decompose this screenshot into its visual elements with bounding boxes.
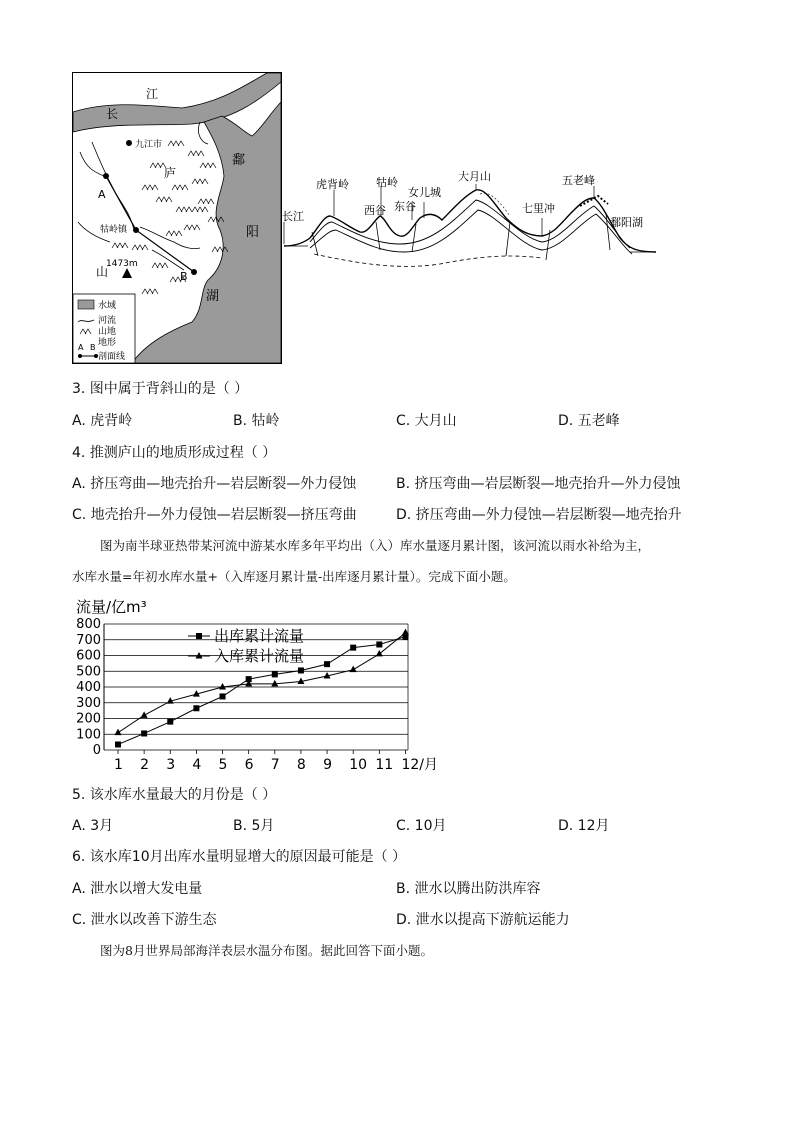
q4-option-a[interactable]: A. 挤压弯曲—地壳抬升—岩层断裂—外力侵蚀 (72, 476, 357, 492)
data-point-square (350, 645, 356, 651)
profile-label-xigu: 西谷 (364, 204, 386, 217)
q4-option-c[interactable]: C. 地壳抬升—外力侵蚀—岩层断裂—挤压弯曲 (72, 507, 357, 523)
data-point-triangle (350, 666, 357, 673)
y-axis-label: 流量/亿m³ (76, 598, 147, 616)
q6-option-c[interactable]: C. 泄水以改善下游生态 (72, 912, 217, 928)
x-tick-label: 7 (270, 757, 280, 773)
y-tick-label: 800 (76, 617, 101, 632)
geologic-profile (280, 160, 660, 270)
legend-b: B (90, 343, 96, 352)
legend-label: 出库累计流量 (214, 627, 305, 645)
q4-option-d[interactable]: D. 挤压弯曲—外力侵蚀—岩层断裂—地壳抬升 (396, 507, 682, 523)
data-point-square (115, 741, 121, 747)
profile-label-qilichong: 七里冲 (522, 202, 555, 215)
y-tick-label: 0 (92, 743, 101, 758)
intro-paragraph-line-2: 水库水量=年初水库水量+（入库逐月累计量-出库逐月累计量）。完成下面小题。 (72, 569, 516, 584)
x-tick-label: 8 (296, 757, 306, 773)
map-label-poyang: 阳 (246, 225, 260, 240)
intro-paragraph-2: 图为8月世界局部海洋表层水温分布图。据此回答下面小题。 (100, 943, 433, 958)
legend-marker-square (196, 633, 202, 639)
x-tick-label: 3 (166, 757, 176, 773)
data-point-triangle (115, 729, 122, 736)
q5-option-a[interactable]: A. 3月 (72, 818, 114, 834)
q5-option-c[interactable]: C. 10月 (396, 818, 447, 834)
x-tick-label: 12/月 (401, 757, 438, 773)
q6-option-a[interactable]: A. 泄水以增大发电量 (72, 881, 203, 897)
profile-label-wulaofeng: 五老峰 (562, 174, 595, 187)
question-6-stem: 6. 该水库10月出库水量明显增大的原因最可能是（ ） (72, 849, 407, 865)
y-tick-label: 200 (76, 711, 101, 727)
x-tick-label: 9 (323, 757, 332, 773)
intro-paragraph-line-1: 图为南半球亚热带某河流中游某水库多年平均出（入）库水量逐月累计图，该河流以雨水补给为主， (100, 538, 651, 553)
x-tick-label: 4 (192, 757, 202, 773)
x-tick-label: 5 (218, 757, 228, 773)
map-label-lushan: 山 (96, 265, 109, 279)
map-legend (73, 294, 135, 363)
point-b-label: B (180, 270, 188, 283)
x-tick-label: 1 (114, 757, 123, 773)
data-point-triangle (376, 650, 383, 657)
y-tick-label: 400 (76, 680, 101, 695)
profile-label-dayueshan: 大月山 (458, 170, 491, 183)
y-tick-label: 300 (76, 695, 101, 711)
data-point-square (324, 661, 330, 667)
point-a-label: A (98, 188, 106, 201)
profile-label-donggu: 东谷 (394, 200, 416, 213)
data-point-square (220, 693, 226, 699)
profile-label-changjiang: 长江 (282, 210, 304, 223)
x-tick-label: 2 (140, 757, 150, 773)
data-point-triangle (141, 711, 148, 718)
map-label-yangtze: 江 (146, 87, 159, 101)
data-point-square (298, 667, 304, 673)
q3-option-c[interactable]: C. 大月山 (396, 413, 457, 429)
data-point-square (272, 671, 278, 677)
profile-label-poyanghu: 鄱阳湖 (610, 216, 643, 229)
map-label-jiujiang: 九江市 (135, 140, 163, 150)
profile-surface (284, 190, 656, 252)
q4-option-b[interactable]: B. 挤压弯曲—岩层断裂—地壳抬升—外力侵蚀 (396, 476, 681, 492)
legend-terrain-label: 地形 (98, 338, 117, 348)
legend-river-label: 河流 (98, 316, 117, 326)
map-label-yangtze: 长 (106, 107, 119, 121)
map-label-guling-town: 牯岭镇 (100, 225, 128, 235)
legend-mountain-label: 山地 (98, 327, 117, 337)
map-label-poyang: 鄱 (232, 153, 246, 168)
q3-option-b[interactable]: B. 牯岭 (233, 413, 280, 429)
y-tick-label: 600 (76, 648, 101, 664)
q6-option-b[interactable]: B. 泄水以腾出防洪库容 (396, 881, 541, 897)
legend-label: 入库累计流量 (214, 647, 305, 665)
map-label-lushan: 庐 (164, 166, 177, 180)
q3-option-d[interactable]: D. 五老峰 (558, 413, 620, 429)
data-point-square (167, 719, 173, 725)
cumulative-flow-chart (72, 596, 438, 776)
y-tick-label: 100 (76, 727, 101, 743)
legend-water-label: 水域 (98, 301, 117, 311)
data-point-square (376, 641, 382, 647)
data-point-triangle (271, 680, 278, 687)
y-tick-label: 700 (76, 632, 101, 648)
profile-label-guling: 牯岭 (376, 176, 398, 189)
q6-option-d[interactable]: D. 泄水以提高下游航运能力 (396, 912, 570, 928)
legend-a: A (78, 343, 84, 352)
data-point-square (141, 730, 147, 736)
question-3-stem: 3. 图中属于背斜山的是（ ） (72, 381, 249, 397)
map-label-elevation: 1473m (106, 259, 138, 269)
profile-label-hubeiling: 虎背岭 (316, 178, 349, 191)
y-tick-label: 500 (76, 664, 101, 680)
q5-option-d[interactable]: D. 12月 (558, 818, 610, 834)
question-4-stem: 4. 推测庐山的地质形成过程（ ） (72, 445, 277, 461)
q3-option-a[interactable]: A. 虎背岭 (72, 413, 133, 429)
profile-label-nvercheng: 女儿城 (408, 186, 441, 199)
lushan-map (72, 72, 282, 364)
x-tick-label: 11 (375, 757, 394, 773)
x-tick-label: 6 (244, 757, 254, 773)
data-point-square (193, 705, 199, 711)
q5-option-b[interactable]: B. 5月 (233, 818, 275, 834)
question-5-stem: 5. 该水库水量最大的月份是（ ） (72, 787, 277, 803)
map-label-poyang: 湖 (206, 289, 220, 304)
x-tick-label: 10 (349, 757, 368, 773)
legend-section-label: 剖面线 (98, 352, 126, 362)
